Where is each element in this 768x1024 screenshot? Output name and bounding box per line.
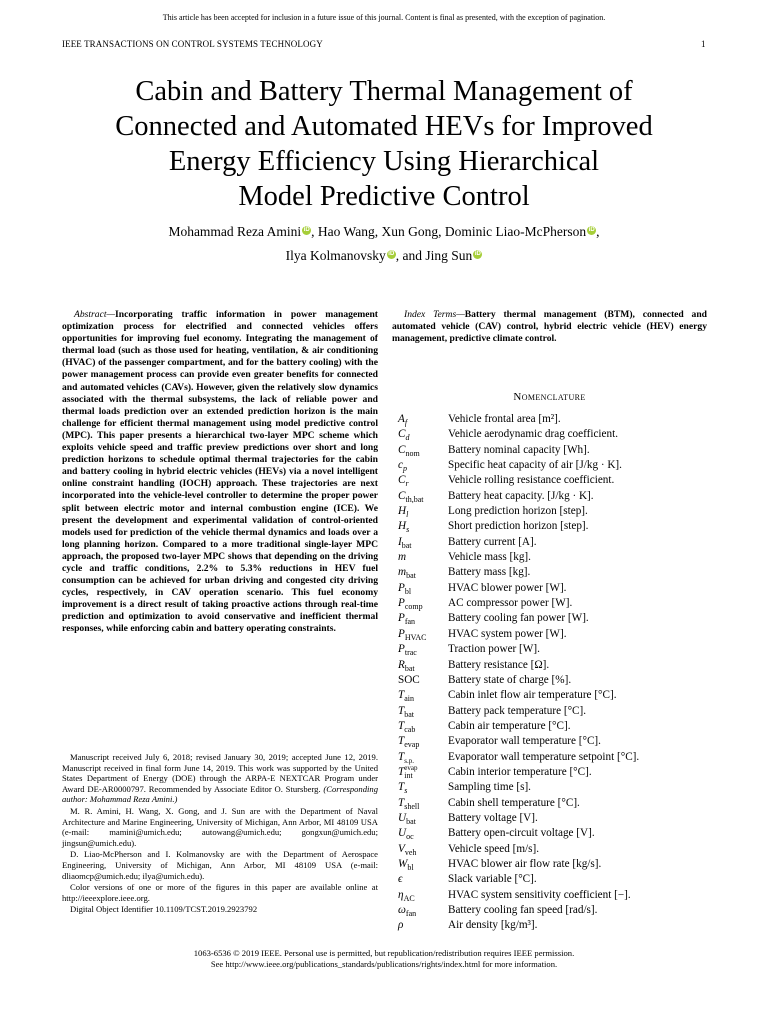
nomenclature-definition: Cabin inlet flow air temperature [°C]. bbox=[448, 689, 617, 702]
nomenclature-row bbox=[398, 720, 718, 735]
nomenclature-row bbox=[398, 566, 718, 581]
nomenclature-row bbox=[398, 520, 718, 535]
nomenclature-definition: Battery open-circuit voltage [V]. bbox=[448, 827, 595, 840]
nomenclature-definition: Battery resistance [Ω]. bbox=[448, 658, 550, 671]
nomenclature-symbol bbox=[398, 659, 448, 673]
nomenclature-definition: HVAC blower air flow rate [kg/s]. bbox=[448, 857, 602, 870]
nomenclature-definition: Battery cooling fan speed [rad/s]. bbox=[448, 904, 598, 916]
symbol-subscript: fan bbox=[404, 617, 416, 627]
nomenclature-definition: HVAC system sensitivity coefficient [−]. bbox=[448, 888, 631, 901]
footnote-manuscript bbox=[62, 752, 378, 805]
nomenclature-row bbox=[398, 505, 718, 520]
abstract-lead: Abstract— bbox=[74, 309, 116, 320]
nomenclature-definition: Vehicle rolling resistance coefficient. bbox=[448, 474, 615, 487]
nomenclature-symbol bbox=[398, 904, 448, 918]
nomenclature-row bbox=[398, 628, 718, 643]
symbol-subscript: d bbox=[405, 433, 410, 443]
nomenclature-definition: Cabin shell temperature [°C]. bbox=[448, 796, 580, 809]
nomenclature-definition: Vehicle aerodynamic drag coefficient. bbox=[448, 428, 619, 441]
symbol-subscript: AC bbox=[403, 893, 415, 903]
nomenclature-row bbox=[398, 763, 718, 781]
symbol-subscript: l bbox=[406, 510, 409, 520]
symbol-subscript: s bbox=[406, 525, 410, 535]
nomenclature-list bbox=[398, 413, 718, 935]
nomenclature-definition: AC compressor power [W]. bbox=[448, 597, 573, 610]
symbol-base: P bbox=[398, 643, 405, 656]
nomenclature-definition: Battery heat capacity. [J/kg · K]. bbox=[448, 489, 594, 502]
author-name: , and Jing Sun bbox=[395, 248, 473, 263]
abstract-text: Incorporating traffic information in power management optimization process for electrified and connected vehicles offers opportunities for improving fuel economy. Integrating the management of thermal load (such as those used for heating, ventilation, & air conditioning (HVAC) of the passenger compartment, and for the battery cooling) with the power management process can provide even greater benefits for connected and automated vehicles (CAVs). However, given the relatively slow dynamics associated with the thermal subsystems, the lack of reliable power and thermal loads prediction over an extended prediction horizon is the main challenge for efficient thermal management using model predictive control (MPC). This paper presents a hierarchical two-layer MPC scheme which exploits vehicle speed and traffic preview predictions over short and long prediction horizons to schedule optimal thermal trajectories for the cabin and battery cooling in hybrid electric vehicles (HEVs) via a novel intelligent online constraint handling (IOCH) approach. These trajectories are next incorporated into the vehicle-level controller to determine the proper power split between electric motor and internal combustion engine (ICE). We present the development and experimental validation of control-oriented models used for prediction of the vehicle thermal dynamics and loads over a long planning horizon. Compared to a more traditional single-layer MPC approach, the proposed two-layer MPC shows that depending on the driving cycle and traffic conditions, 2.2% to 5.3% reductions in HEV fuel consumption can be achieved for urban driving and congested city driving cycles, respectively, in CAV operation scenario. This fuel economy improvement is a direct result of taking proactive actions through real-time prediction and optimization to avoid conservative and inefficient thermal responses, while enforcing cabin and battery operating constraints. bbox=[62, 309, 378, 635]
symbol-subscript: bl bbox=[407, 863, 414, 873]
nomenclature-symbol bbox=[398, 763, 448, 781]
nomenclature-symbol bbox=[398, 459, 448, 473]
symbol-base: V bbox=[398, 842, 405, 855]
nomenclature-symbol bbox=[398, 889, 448, 903]
nomenclature-definition: Slack variable [°C]. bbox=[448, 873, 537, 886]
symbol-subscript: ain bbox=[404, 694, 415, 704]
symbol-subscript: bat bbox=[406, 817, 416, 827]
symbol-subscript: bat bbox=[404, 663, 415, 673]
nomenclature-row bbox=[398, 597, 718, 612]
author-line bbox=[60, 244, 708, 268]
symbol-base: P bbox=[398, 597, 405, 610]
symbol-subscript: bl bbox=[404, 587, 412, 597]
symbol-base: m bbox=[398, 551, 407, 564]
symbol-base: H bbox=[398, 520, 407, 533]
nomenclature-definition: Vehicle frontal area [m²]. bbox=[448, 413, 561, 425]
nomenclature-symbol bbox=[398, 720, 448, 734]
nomenclature-definition: Evaporator wall temperature setpoint [°C]. bbox=[448, 750, 640, 763]
nomenclature-row bbox=[398, 612, 718, 627]
nomenclature-symbol bbox=[398, 520, 448, 534]
author-name: Ilya Kolmanovsky bbox=[285, 248, 386, 263]
symbol-subscript: oc bbox=[406, 832, 414, 842]
nomenclature-row bbox=[398, 781, 718, 796]
nomenclature-row bbox=[398, 474, 718, 489]
symbol-subscript: bat bbox=[401, 540, 412, 550]
nomenclature-symbol bbox=[398, 812, 448, 826]
nomenclature-definition: Traction power [W]. bbox=[448, 643, 540, 656]
nomenclature-definition: Short prediction horizon [step]. bbox=[448, 520, 589, 533]
symbol-base: P bbox=[398, 612, 405, 625]
title-line: Model Predictive Control bbox=[238, 181, 530, 212]
paper-title bbox=[60, 74, 708, 214]
nomenclature-symbol bbox=[398, 797, 448, 811]
symbol-base: R bbox=[398, 658, 405, 671]
nomenclature-symbol bbox=[398, 428, 448, 442]
nomenclature-symbol bbox=[398, 551, 448, 563]
nomenclature-symbol bbox=[398, 505, 448, 519]
symbol-subscript: nom bbox=[405, 448, 420, 458]
symbol-base: U bbox=[398, 827, 407, 840]
nomenclature-row bbox=[398, 812, 718, 827]
symbol-base: T bbox=[398, 781, 405, 794]
nomenclature-definition: Air density [kg/m³]. bbox=[448, 919, 538, 932]
nomenclature-symbol bbox=[398, 873, 448, 885]
symbol-base: c bbox=[398, 459, 403, 472]
nomenclature-definition: Battery mass [kg]. bbox=[448, 566, 531, 579]
symbol-base: η bbox=[398, 888, 404, 901]
title-line: Energy Efficiency Using Hierarchical bbox=[168, 146, 600, 177]
nomenclature-row bbox=[398, 643, 718, 658]
nomenclature-symbol bbox=[398, 919, 448, 931]
symbol-base: T bbox=[398, 750, 405, 763]
nomenclature-row bbox=[398, 919, 718, 934]
orcid-icon[interactable]: iD bbox=[588, 227, 595, 233]
nomenclature-symbol bbox=[398, 474, 448, 488]
nomenclature-definition: Specific heat capacity of air [J/kg · K]. bbox=[448, 459, 622, 472]
nomenclature-row bbox=[398, 428, 718, 443]
nomenclature-symbol bbox=[398, 582, 448, 596]
symbol-subscript: fan bbox=[405, 909, 417, 919]
symbol-subscript: trac bbox=[404, 648, 417, 658]
nomenclature-title: Nomenclature bbox=[513, 391, 586, 403]
nomenclature-definition: HVAC blower power [W]. bbox=[448, 581, 567, 594]
symbol-base: C bbox=[398, 443, 406, 456]
nomenclature-definition: Cabin air temperature [°C]. bbox=[448, 719, 571, 732]
nomenclature-row bbox=[398, 582, 718, 597]
symbol-base: C bbox=[398, 474, 406, 487]
symbol-subscript: comp bbox=[404, 602, 423, 612]
symbol-subscript: cab bbox=[404, 725, 416, 735]
nomenclature-row bbox=[398, 843, 718, 858]
nomenclature-symbol bbox=[398, 735, 448, 749]
symbol-subscript: int bbox=[404, 771, 413, 781]
symbol-base: T bbox=[398, 704, 405, 717]
nomenclature-symbol bbox=[398, 597, 448, 611]
footnote-affiliation: M. R. Amini, H. Wang, X. Gong, and J. Sun are with the Department of Naval Architecture and Marine Engineering, University of Michigan, Ann Arbor, MI 48109 USA (e-mail: mamini@umich.edu; autowang@umich.edu; gongxun@umich.edu; jingsun@umich.edu). bbox=[62, 805, 378, 848]
nomenclature-row bbox=[398, 689, 718, 704]
copyright-line: 1063-6536 © 2019 IEEE. Personal use is permitted, but republication/redistribution requires IEEE permission. bbox=[193, 948, 575, 958]
symbol-base: C bbox=[398, 489, 406, 502]
symbol-subscript: th,bat bbox=[405, 494, 424, 504]
symbol-base: m bbox=[398, 566, 407, 579]
nomenclature-row bbox=[398, 551, 718, 566]
nomenclature-definition: Battery voltage [V]. bbox=[448, 811, 538, 824]
symbol-subscript: evap bbox=[404, 740, 420, 750]
author-name: , Hao Wang, Xun Gong, Dominic Liao-McPherson bbox=[311, 224, 587, 239]
symbol-base: I bbox=[398, 535, 402, 548]
nomenclature-row bbox=[398, 536, 718, 551]
symbol-subscript: bat bbox=[404, 709, 415, 719]
symbol-base: T bbox=[398, 735, 405, 748]
nomenclature-definition: Battery nominal capacity [Wh]. bbox=[448, 443, 590, 456]
acceptance-banner: This article has been accepted for inclusion in a future issue of this journal. Content is final as presented, with the exception of pagination. bbox=[162, 13, 606, 22]
nomenclature-symbol bbox=[398, 843, 448, 857]
symbol-base: A bbox=[398, 413, 405, 425]
symbol-base: T bbox=[398, 765, 405, 778]
nomenclature-row bbox=[398, 413, 718, 428]
nomenclature-definition: Evaporator wall temperature [°C]. bbox=[448, 735, 601, 748]
symbol-base: T bbox=[398, 719, 405, 732]
symbol-base: H bbox=[398, 505, 407, 518]
nomenclature-symbol bbox=[398, 827, 448, 841]
footnote-doi: Digital Object Identifier 10.1109/TCST.2019.2923792 bbox=[70, 904, 258, 915]
author-name: Mohammad Reza Amini bbox=[168, 224, 302, 239]
nomenclature-definition: Sampling time [s]. bbox=[448, 781, 531, 794]
symbol-base: ω bbox=[398, 904, 406, 916]
copyright-notice bbox=[0, 948, 768, 970]
nomenclature-symbol bbox=[398, 536, 448, 550]
index-terms bbox=[392, 309, 707, 345]
symbol-subscript: bat bbox=[406, 571, 416, 581]
nomenclature-definition: Cabin interior temperature [°C]. bbox=[448, 765, 592, 778]
corresponding-author-note: (Corresponding author: Mohammad Reza Amini.) bbox=[62, 783, 378, 805]
title-line: Connected and Automated HEVs for Improved bbox=[115, 111, 653, 142]
symbol-subscript: veh bbox=[404, 847, 417, 857]
author-line bbox=[60, 220, 708, 244]
symbol-base: U bbox=[398, 811, 407, 824]
nomenclature-row bbox=[398, 674, 718, 689]
nomenclature-row bbox=[398, 490, 718, 505]
nomenclature-symbol bbox=[398, 674, 448, 686]
nomenclature-definition: Battery current [A]. bbox=[448, 535, 537, 548]
symbol-base: C bbox=[398, 428, 406, 441]
author-list bbox=[60, 220, 708, 268]
nomenclature-row bbox=[398, 889, 718, 904]
nomenclature-row bbox=[398, 459, 718, 474]
footnote-text: Manuscript received July 6, 2018; revised January 30, 2019; accepted June 12, 2019. Manuscript received in final form June 14, 2019. This work was supported by the United States Department of Energy (DOE) through the ARPA-E NEXTCAR Program under Award DE-AR0000797. Recommended by Associate Editor O. Stursberg. bbox=[62, 752, 378, 794]
symbol-base: ϵ bbox=[398, 873, 403, 886]
footnotes bbox=[62, 752, 378, 916]
nomenclature-row bbox=[398, 705, 718, 720]
symbol-base: T bbox=[398, 689, 405, 702]
nomenclature-definition: Vehicle mass [kg]. bbox=[448, 551, 531, 564]
nomenclature-definition: Battery state of charge [%]. bbox=[448, 673, 572, 686]
nomenclature-symbol bbox=[398, 781, 448, 795]
orcid-icon[interactable]: iD bbox=[474, 251, 481, 257]
journal-name: IEEE TRANSACTIONS ON CONTROL SYSTEMS TECHNOLOGY bbox=[62, 39, 323, 49]
symbol-base: W bbox=[398, 857, 408, 870]
nomenclature-symbol bbox=[398, 444, 448, 458]
nomenclature-symbol bbox=[398, 490, 448, 504]
nomenclature-row bbox=[398, 797, 718, 812]
nomenclature-symbol bbox=[398, 643, 448, 657]
nomenclature-definition: Long prediction horizon [step]. bbox=[448, 505, 588, 518]
footnote-color: Color versions of one or more of the figures in this paper are available online at http://ieeexplore.ieee.org. bbox=[62, 882, 378, 903]
symbol-subscript: evap bbox=[404, 763, 418, 772]
author-separator: , bbox=[596, 224, 600, 239]
nomenclature-row bbox=[398, 873, 718, 888]
nomenclature-definition: Battery pack temperature [°C]. bbox=[448, 704, 587, 717]
nomenclature-symbol bbox=[398, 705, 448, 719]
symbol-superscript: s.p. bbox=[404, 756, 414, 765]
nomenclature-symbol bbox=[398, 689, 448, 703]
nomenclature-definition: Vehicle speed [m/s]. bbox=[448, 842, 540, 855]
nomenclature-row bbox=[398, 827, 718, 842]
nomenclature-row bbox=[398, 659, 718, 674]
nomenclature-symbol bbox=[398, 858, 448, 872]
nomenclature-row bbox=[398, 735, 718, 750]
nomenclature-row bbox=[398, 904, 718, 919]
title-line: Cabin and Battery Thermal Management of bbox=[135, 76, 633, 107]
orcid-icon[interactable]: iD bbox=[303, 227, 310, 233]
nomenclature-symbol bbox=[398, 413, 448, 427]
nomenclature-symbol bbox=[398, 628, 448, 642]
nomenclature-row bbox=[398, 444, 718, 459]
symbol-subscript: s bbox=[404, 786, 408, 796]
orcid-icon[interactable]: iD bbox=[388, 251, 395, 257]
symbol-subscript: f bbox=[404, 418, 408, 428]
symbol-subscript: p bbox=[402, 464, 407, 474]
page-number: 1 bbox=[701, 39, 706, 49]
symbol-base: P bbox=[398, 581, 405, 594]
nomenclature-symbol bbox=[398, 612, 448, 626]
symbol-base: SOC bbox=[398, 673, 420, 686]
symbol-subscript: shell bbox=[404, 801, 420, 811]
copyright-line: See http://www.ieee.org/publications_standards/publications/rights/index.html for more information. bbox=[210, 959, 558, 969]
index-terms-lead: Index Terms— bbox=[404, 309, 465, 320]
footnote-affiliation: D. Liao-McPherson and I. Kolmanovsky are with the Department of Aerospace Engineering, University of Michigan, Ann Arbor, MI 48109 USA (e-mail: dliaomcp@umich.edu; ilya@umich.edu). bbox=[62, 849, 378, 881]
abstract bbox=[62, 309, 378, 636]
symbol-base: T bbox=[398, 796, 405, 809]
nomenclature-definition: HVAC system power [W]. bbox=[448, 627, 567, 640]
index-terms-text: Battery thermal management (BTM), connected and automated vehicle (CAV) control, hybrid electric vehicle (HEV) energy management, predictive climate control. bbox=[392, 309, 708, 345]
nomenclature-definition: Battery cooling fan power [W]. bbox=[448, 612, 589, 625]
symbol-base: ρ bbox=[398, 919, 404, 932]
nomenclature-symbol bbox=[398, 566, 448, 580]
symbol-subscript: HVAC bbox=[404, 633, 427, 643]
symbol-subscript: r bbox=[405, 479, 409, 489]
nomenclature-row bbox=[398, 858, 718, 873]
symbol-base: P bbox=[398, 627, 405, 640]
